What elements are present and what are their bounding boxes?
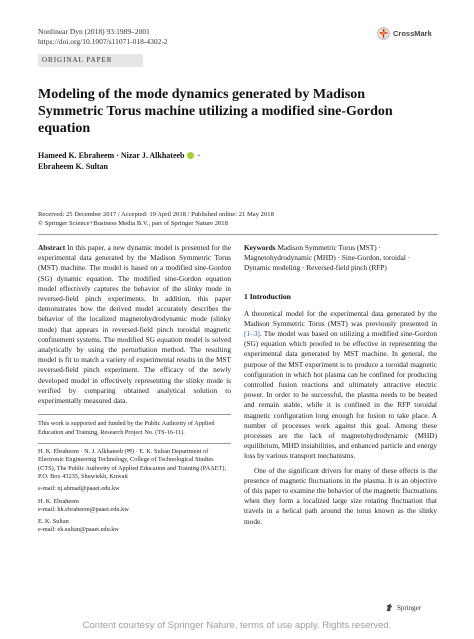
orcid-icon[interactable] <box>187 152 194 159</box>
received-dates: Received: 25 December 2017 / Accepted: 19 April 2018 / Published online: 21 May 2018 <box>38 211 274 218</box>
authors-sep: · <box>195 151 201 160</box>
keywords-label: Keywords <box>244 243 276 252</box>
intro-p1-a: A theoretical model for the experimental data generated by the Madison Symmetric Torus (MST) was previously presented in <box>244 308 437 328</box>
abstract-text: In this paper, a new dynamic model is presented for the experimental data generated by the Madison Symmetric Torus (MST) machine. The model is based on a modified sine-Gordon (SG) dynamic equation. The modified sine-Gordon equation model effectively captures the behavior of the slinky mode in reversed-field pinch experiments. In addition, this paper demonstrates how the derived model accurately describes the behavior of the localized magnetohydrodynamic mode (slinky mode) that appears in reversed-field pinch toroidal magnetic confinement systems. The modified SG equation model is solved analytically by using the perturbation method. The resulting model is fit to match a variety of experimental results in the MST reversed-field pinch experiment. The efficacy of the newly developed model in effectively representing the slinky mode is verified by comparing obtained analytical solution to experimentally measured data. <box>38 243 231 406</box>
springer-horse-icon <box>385 603 394 612</box>
springer-logo <box>385 603 421 612</box>
footnote-divider <box>38 414 231 415</box>
publication-dates <box>38 210 438 228</box>
authors-line1: Hameed K. Ebraheem · Nizar J. Alkhateeb <box>38 151 185 160</box>
affiliation-divider <box>38 443 231 444</box>
section-tag: ORIGINAL PAPER <box>38 54 143 67</box>
copyright-line: © Springer Science+Business Media B.V., part of Springer Nature 2018 <box>38 220 228 227</box>
header-divider <box>38 234 438 235</box>
abstract-label: Abstract <box>38 243 66 252</box>
email-ebraheem[interactable]: e-mail: hk.ebraheem@paaet.edu.kw <box>38 505 129 513</box>
article-title: Modeling of the mode dynamics generated by Madison Symmetric Torus machine utilizing a modified sine-Gordon equation <box>38 87 393 136</box>
email-alkhateeb[interactable]: e-mail: nj.ahmad@paaet.edu.kw <box>38 485 120 493</box>
crossmark-icon <box>377 27 390 40</box>
author-list <box>38 150 338 172</box>
footer-notice: Content courtesy of Springer Nature, terms of use apply. Rights reserved. <box>82 620 392 631</box>
email-sultan[interactable]: e-mail: ek.sultan@paaet.edu.kw <box>38 526 119 534</box>
authors-line2: Ebraheem K. Sultan <box>38 162 109 171</box>
journal-info <box>38 27 168 47</box>
journal-citation: Nonlinear Dyn (2018) 93:1989–2001 <box>38 27 150 36</box>
funding-note: This work is supported and funded by the Public Authority of Applied Education and Training, Research Project No. (TS-16-11). <box>38 420 215 436</box>
citation-link[interactable]: [1–3] <box>244 329 260 339</box>
journal-doi[interactable]: https://doi.org/10.1007/s11071-018-4302-2 <box>38 37 168 46</box>
abstract <box>38 243 231 406</box>
crossmark-badge[interactable] <box>377 27 432 40</box>
intro-paragraph-2: One of the significant drivers for many of these effects is the presence of magnetic fluctuations in the plasma. It is an objective of this paper to examine the behavior of the magnetic fluctuations when they form a localized large size rotating fluctuation that travels in a helical path around the torus known as the slinky mode. <box>244 465 437 526</box>
intro-paragraph-1 <box>244 309 437 462</box>
intro-p1-b: . The model was based on utilizing a modified sine-Gordon (SG) equation which proofed to be effective in representing the experimental data generated by MST machine. In general, the purpose of the MST experiment is to produce a toroidal magnetic configuration in which hot plasma can be confined for producing controlled fusion reactions and ultimately attractive electric power. In order to be successful, the plasma needs to be heated and remain stable, while it is confined in the RFP toroidal magnetic configuration long enough for fusion to take place. A number of processes work against this goal. Among these processes are the lack of magnetohydrodynamic (MHD) equilibrium, MHD instabilities, and enhanced particle and energy loss by various transport mechanisms. <box>244 329 437 461</box>
affiliation-ebraheem: H. K. Ebraheem <box>38 497 79 505</box>
crossmark-label: CrossMark <box>393 29 432 38</box>
right-column <box>244 243 437 527</box>
introduction-heading: 1 Introduction <box>244 291 291 301</box>
affiliation-sultan: E. K. Sultan <box>38 518 69 526</box>
keywords-text: Madison Symmetric Torus (MST) · Magnetohydrodynamic (MHD) · Sine-Gordon, toroidal · Dynamic modeling · Reversed-field pinch (RFP) <box>244 243 411 273</box>
keywords <box>244 243 437 274</box>
affiliation-main: H. K. Ebraheem · N. J. Alkhateeb (✉) · E. K. Sultan Department of Electronic Engineering Technology, College of Technological Studies (CTS), The Public Authority of Applied Education and Training (PAAET), P.O. Box 43235, Shuwiekh, Kuwait <box>38 448 227 480</box>
springer-label: Springer <box>397 603 422 612</box>
left-column <box>38 243 231 539</box>
